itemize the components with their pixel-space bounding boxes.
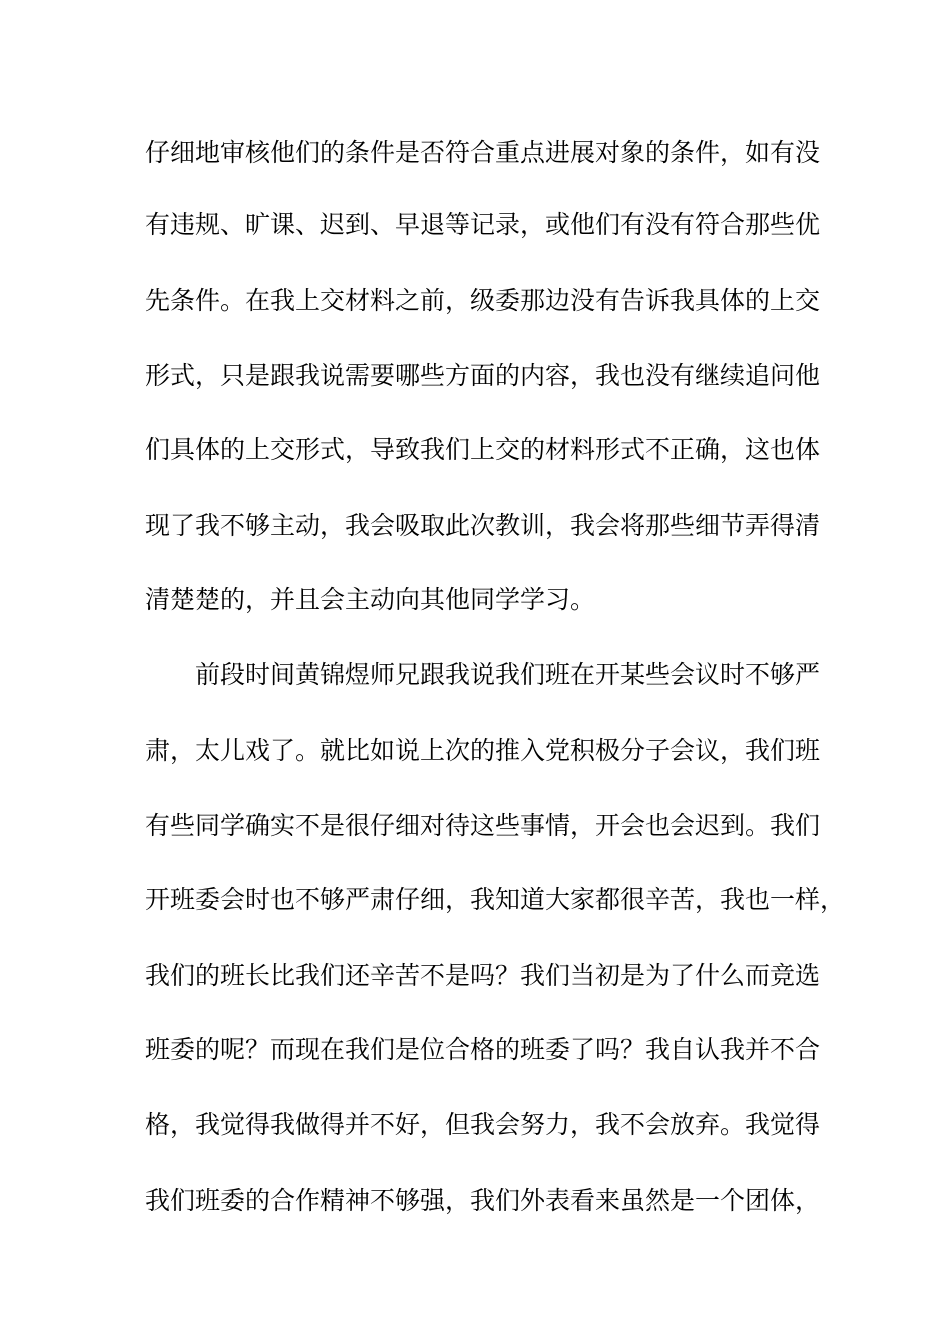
paragraph-line: 开班委会时也不够严肃仔细，我知道大家都很辛苦，我也一样， xyxy=(145,885,846,914)
paragraph-line: 我们班委的合作精神不够强，我们外表看来虽然是一个团体， xyxy=(145,1186,821,1215)
paragraph-line: 清楚楚的，并且会主动向其他同学学习。 xyxy=(145,585,596,614)
paragraph-line: 班委的呢？而现在我们是位合格的班委了吗？我自认我并不合 xyxy=(145,1035,821,1064)
paragraph-line: 先条件。在我上交材料之前，级委那边没有告诉我具体的上交 xyxy=(145,286,821,315)
paragraph-line: 有违规、旷课、迟到、早退等记录，或他们有没有符合那些优 xyxy=(145,210,821,239)
paragraph-line: 肃，太儿戏了。就比如说上次的推入党积极分子会议，我们班 xyxy=(145,736,821,765)
paragraph-line: 我们的班长比我们还辛苦不是吗？我们当初是为了什么而竞选 xyxy=(145,961,821,990)
paragraph-line: 有些同学确实不是很仔细对待这些事情，开会也会迟到。我们 xyxy=(145,811,821,840)
paragraph-line: 现了我不够主动，我会吸取此次教训，我会将那些细节弄得清 xyxy=(145,511,821,540)
paragraph-line: 们具体的上交形式，导致我们上交的材料形式不正确，这也体 xyxy=(145,435,821,464)
paragraph-line: 仔细地审核他们的条件是否符合重点进展对象的条件，如有没 xyxy=(145,138,821,167)
paragraph-line: 形式，只是跟我说需要哪些方面的内容，我也没有继续追问他 xyxy=(145,361,821,390)
paragraph-first-line: 前段时间黄锦煜师兄跟我说我们班在开某些会议时不够严 xyxy=(195,660,821,689)
paragraph-line: 格，我觉得我做得并不好，但我会努力，我不会放弃。我觉得 xyxy=(145,1110,821,1139)
